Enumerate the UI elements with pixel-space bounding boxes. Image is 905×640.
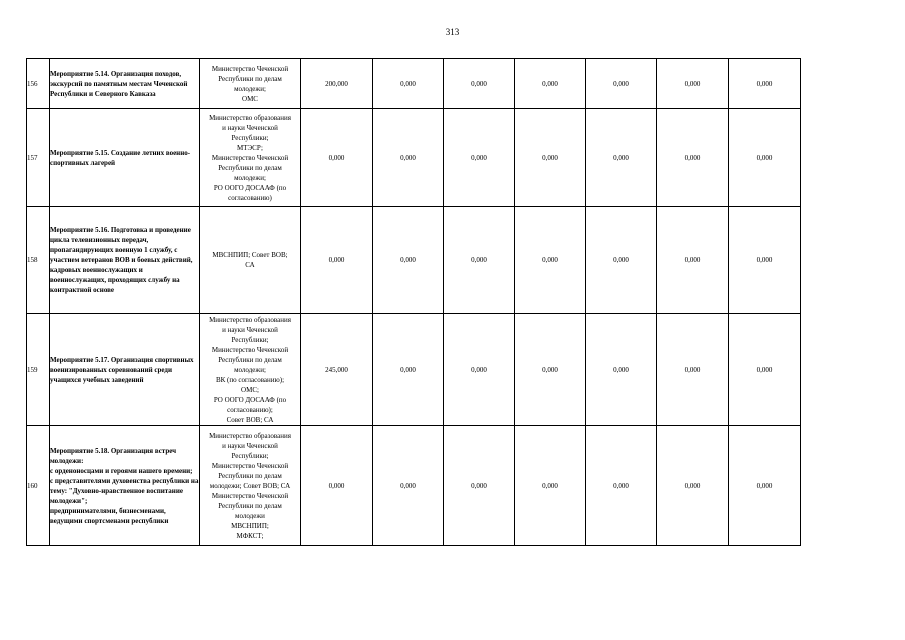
event-cell bbox=[50, 207, 200, 314]
value-cell: 0,000 bbox=[729, 109, 801, 207]
table-row bbox=[27, 109, 801, 207]
event-cell bbox=[50, 426, 200, 546]
value-cell: 0,000 bbox=[515, 314, 586, 426]
value-cell: 0,000 bbox=[657, 207, 729, 314]
value-cell: 0,000 bbox=[586, 59, 657, 109]
row-number: 157 bbox=[27, 109, 50, 207]
value-cell: 0,000 bbox=[657, 59, 729, 109]
executors-cell bbox=[200, 314, 301, 426]
value-cell: 0,000 bbox=[373, 207, 444, 314]
table-row bbox=[27, 59, 801, 109]
value-cell: 0,000 bbox=[373, 426, 444, 546]
table-row bbox=[27, 426, 801, 546]
value-cell: 0,000 bbox=[301, 207, 373, 314]
value-cell: 0,000 bbox=[373, 314, 444, 426]
value-cell: 0,000 bbox=[729, 59, 801, 109]
event-text: Мероприятие 5.14. Организация походов, экскурсий по памятным местам Чеченской Республики и Северного Кавказа bbox=[50, 69, 188, 98]
value-cell: 0,000 bbox=[515, 207, 586, 314]
value-cell: 0,000 bbox=[657, 426, 729, 546]
value-cell: 0,000 bbox=[586, 314, 657, 426]
value-cell: 0,000 bbox=[515, 59, 586, 109]
value-cell: 0,000 bbox=[729, 426, 801, 546]
value-cell: 0,000 bbox=[444, 314, 515, 426]
value-cell: 0,000 bbox=[444, 109, 515, 207]
executors-text: Министерство Чеченской Республики по делам молодежи; ОМС bbox=[211, 64, 289, 103]
value-cell: 0,000 bbox=[515, 109, 586, 207]
executors-text: МВСНПИП; Совет ВОВ; СА bbox=[212, 251, 288, 269]
event-cell bbox=[50, 314, 200, 426]
value-cell: 0,000 bbox=[586, 109, 657, 207]
row-number: 160 bbox=[27, 426, 50, 546]
row-number: 158 bbox=[27, 207, 50, 314]
event-text: Мероприятие 5.18. Организация встреч молодежи: с орденоносцами и героями нашего времени; с представителями духовенства республики на тему: "Духовно-нравственное воспитание молодежи"; предпринимателями, бизнесменами, ведущими спортсменами республики bbox=[50, 446, 199, 525]
value-cell: 0,000 bbox=[657, 109, 729, 207]
executors-text: Министерство образования и науки Чеченской Республики; Министерство Чеченской Республики по делам молодежи; ВК (по согласованию); ОМС; РО ООГО ДОСААФ (по согласованию); Совет ВОВ; СА bbox=[209, 315, 291, 424]
page-number: 313 bbox=[445, 27, 460, 37]
value-cell: 0,000 bbox=[301, 109, 373, 207]
executors-text: Министерство образования и науки Чеченской Республики; Министерство Чеченской Республики по делам молодежи; Совет ВОВ; СА Министерство Чеченской Республики по делам молодежи МВСНПИП; МФКСТ; bbox=[209, 431, 291, 540]
value-cell: 0,000 bbox=[444, 59, 515, 109]
budget-table bbox=[26, 58, 801, 546]
value-cell: 0,000 bbox=[729, 207, 801, 314]
value-cell: 200,000 bbox=[301, 59, 373, 109]
value-cell: 0,000 bbox=[373, 109, 444, 207]
row-number: 156 bbox=[27, 59, 50, 109]
value-cell: 0,000 bbox=[444, 426, 515, 546]
event-cell bbox=[50, 59, 200, 109]
value-cell: 0,000 bbox=[301, 426, 373, 546]
value-cell: 0,000 bbox=[515, 426, 586, 546]
event-cell bbox=[50, 109, 200, 207]
event-text: Мероприятие 5.17. Организация спортивных военизированных соревнований среди учащихся учебных заведений bbox=[50, 355, 194, 384]
executors-cell bbox=[200, 59, 301, 109]
executors-cell bbox=[200, 426, 301, 546]
row-number: 159 bbox=[27, 314, 50, 426]
value-cell: 0,000 bbox=[586, 426, 657, 546]
table-row bbox=[27, 314, 801, 426]
value-cell: 0,000 bbox=[657, 314, 729, 426]
table-row bbox=[27, 207, 801, 314]
value-cell: 0,000 bbox=[373, 59, 444, 109]
executors-cell bbox=[200, 207, 301, 314]
executors-text: Министерство образования и науки Чеченской Республики; МТЭСР; Министерство Чеченской Республики по делам молодежи; РО ООГО ДОСААФ (по согласованию) bbox=[209, 113, 291, 202]
value-cell: 0,000 bbox=[729, 314, 801, 426]
value-cell: 245,000 bbox=[301, 314, 373, 426]
value-cell: 0,000 bbox=[444, 207, 515, 314]
executors-cell bbox=[200, 109, 301, 207]
value-cell: 0,000 bbox=[586, 207, 657, 314]
event-text: Мероприятие 5.15. Создание летних военно-спортивных лагерей bbox=[50, 148, 191, 167]
event-text: Мероприятие 5.16. Подготовка и проведение цикла телевизионных передач, пропагандирующих военную 1 службу, с участием ветеранов ВОВ и боевых действий, кадровых военнослужащих и военнослужащих, проходящих службу на контрактной основе bbox=[50, 226, 193, 294]
